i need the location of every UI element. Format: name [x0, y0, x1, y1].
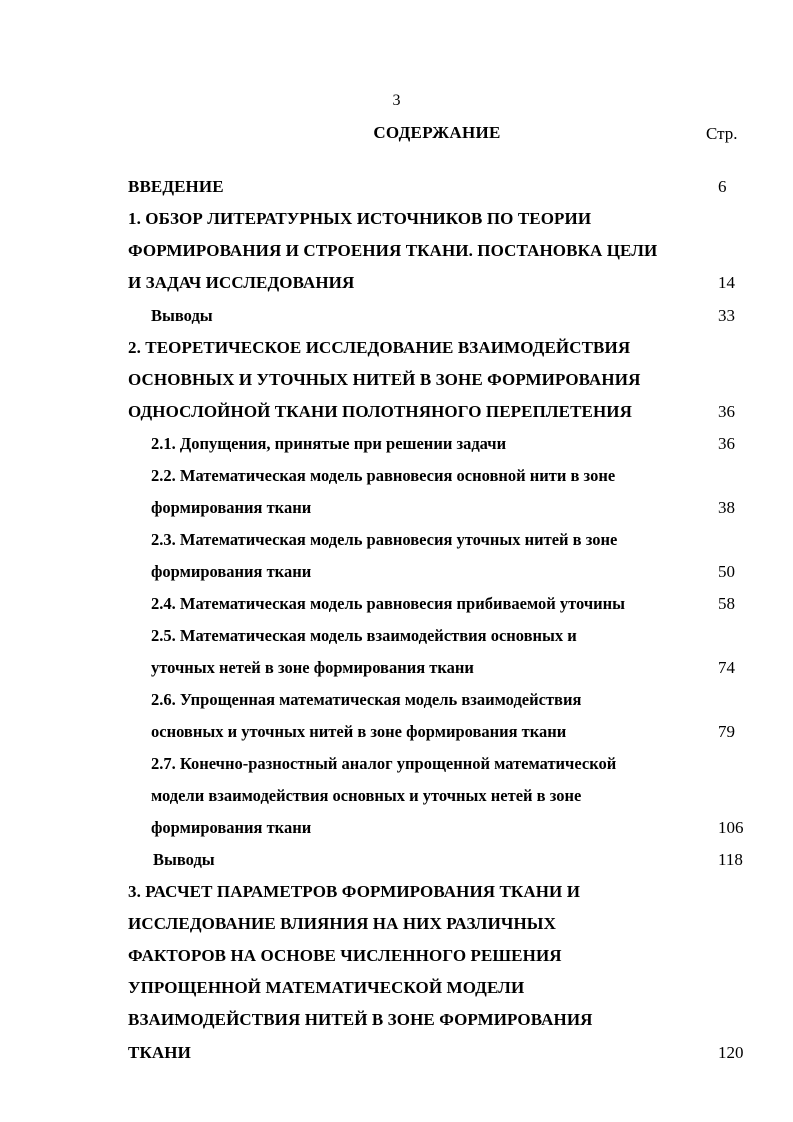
- toc-entry-chapter-3-line: 3. РАСЧЕТ ПАРАМЕТРОВ ФОРМИРОВАНИЯ ТКАНИ И: [128, 882, 581, 901]
- toc-page-number: 14: [718, 273, 735, 292]
- toc-entry-chapter-3-line: ТКАНИ: [128, 1043, 191, 1062]
- toc-entry-section-2-1: 2.1. Допущения, принятые при решении задачи: [151, 434, 507, 453]
- toc-entry-section-2-7-line: модели взаимодействия основных и уточных нетей в зоне: [151, 786, 582, 805]
- toc-page-number: 38: [718, 498, 735, 517]
- toc-entry-introduction: ВВЕДЕНИЕ: [128, 177, 224, 196]
- toc-page-number: 36: [718, 402, 735, 421]
- toc-page-number: 120: [718, 1043, 744, 1062]
- toc-entry-section-2-4: 2.4. Математическая модель равновесия прибиваемой уточины: [151, 594, 626, 613]
- page-number: 3: [392, 92, 401, 109]
- toc-page-number: 74: [718, 658, 735, 677]
- toc-entry-section-2-3-line: 2.3. Математическая модель равновесия уточных нитей в зоне: [151, 530, 618, 549]
- toc-entry-chapter-3-line: ФАКТОРОВ НА ОСНОВЕ ЧИСЛЕННОГО РЕШЕНИЯ: [128, 946, 562, 965]
- toc-entry-chapter-1-line: 1. ОБЗОР ЛИТЕРАТУРНЫХ ИСТОЧНИКОВ ПО ТЕОРИИ: [128, 209, 592, 228]
- toc-entry-section-2-3-line: формирования ткани: [151, 562, 312, 581]
- toc-entry-section-2-5-line: уточных нетей в зоне формирования ткани: [151, 658, 474, 677]
- toc-page-number: 58: [718, 594, 735, 613]
- toc-entry-chapter-2-line: ОДНОСЛОЙНОЙ ТКАНИ ПОЛОТНЯНОГО ПЕРЕПЛЕТЕНИЯ: [128, 402, 633, 421]
- toc-entry-section-2-7-line: формирования ткани: [151, 818, 312, 837]
- toc-entry-section-2-5-line: 2.5. Математическая модель взаимодействия основных и: [151, 626, 577, 645]
- toc-page-number: 6: [718, 177, 727, 196]
- toc-entry-chapter-3-line: УПРОЩЕННОЙ МАТЕМАТИЧЕСКОЙ МОДЕЛИ: [128, 978, 525, 997]
- toc-entry-chapter-2-line: 2. ТЕОРЕТИЧЕСКОЕ ИССЛЕДОВАНИЕ ВЗАИМОДЕЙСТВИЯ: [128, 338, 631, 357]
- toc-page-number: 118: [718, 850, 743, 869]
- toc-entry-chapter-2-line: ОСНОВНЫХ И УТОЧНЫХ НИТЕЙ В ЗОНЕ ФОРМИРОВАНИЯ: [128, 370, 641, 389]
- toc-entry-chapter-3-line: ВЗАИМОДЕЙСТВИЯ НИТЕЙ В ЗОНЕ ФОРМИРОВАНИЯ: [128, 1010, 593, 1029]
- toc-page-number: 79: [718, 722, 735, 741]
- toc-entry-section-2-6-line: основных и уточных нитей в зоне формирования ткани: [151, 722, 567, 741]
- toc-entry-section-2-2-line: 2.2. Математическая модель равновесия основной нити в зоне: [151, 466, 616, 485]
- toc-page-number: 106: [718, 818, 744, 837]
- toc-page-number: 36: [718, 434, 735, 453]
- toc-entry-chapter-1-line: ФОРМИРОВАНИЯ И СТРОЕНИЯ ТКАНИ. ПОСТАНОВКА ЦЕЛИ: [128, 241, 658, 260]
- toc-entry-section-2-7-line: 2.7. Конечно-разностный аналог упрощенной математической: [151, 754, 617, 773]
- toc-entry-conclusions-2: Выводы: [153, 850, 215, 869]
- toc-page-number: 50: [718, 562, 735, 581]
- toc-entry-conclusions-1: Выводы: [151, 306, 213, 325]
- toc-entry-section-2-6-line: 2.6. Упрощенная математическая модель взаимодействия: [151, 690, 582, 709]
- toc-page-number: 33: [718, 306, 735, 325]
- toc-entry-chapter-3-line: ИССЛЕДОВАНИЕ ВЛИЯНИЯ НА НИХ РАЗЛИЧНЫХ: [128, 914, 556, 933]
- toc-entry-section-2-2-line: формирования ткани: [151, 498, 312, 517]
- toc-title: СОДЕРЖАНИЕ: [373, 123, 501, 142]
- page-column-header: Стр.: [706, 124, 738, 143]
- toc-entry-chapter-1-line: И ЗАДАЧ ИССЛЕДОВАНИЯ: [128, 273, 355, 292]
